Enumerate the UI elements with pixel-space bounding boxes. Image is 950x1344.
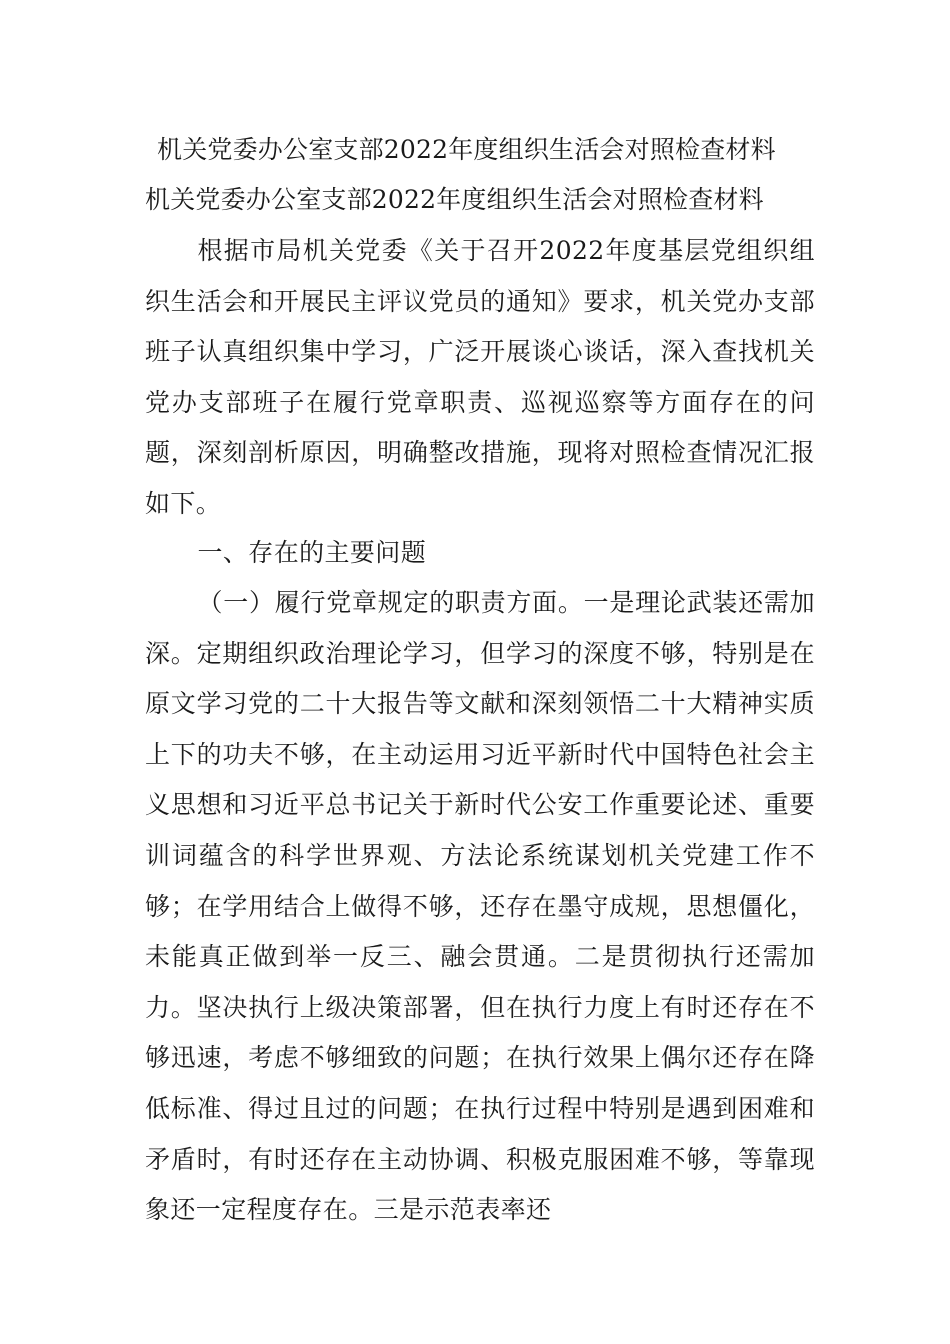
section-heading: 一、存在的主要问题 [197, 538, 427, 567]
document-title-line-2: 机关党委办公室支部2022年度组织生活会对照检查材料 [145, 185, 764, 214]
intro-paragraph: 根据市局机关党委《关于召开2022年度基层党组织组织生活会和开展民主评议党员的通知》要求，机关党办支部班子认真组织集中学习，广泛开展谈心谈话，深入查找机关党办支部班子在履行党章职责、巡视巡察等方面存在的问题，深刻剖析原因，明确整改措施，现将对照检查情况汇报如下。 [145, 236, 815, 518]
document-title-line-1: 机关党委办公室支部2022年度组织生活会对照检查材料 [157, 135, 776, 164]
section-body-paragraph: （一）履行党章规定的职责方面。一是理论武装还需加深。定期组织政治理论学习，但学习的深度不够，特别是在原文学习党的二十大报告等文献和深刻领悟二十大精神实质上下的功夫不够，在主动运用习近平新时代中国特色社会主义思想和习近平总书记关于新时代公安工作重要论述、重要训词蕴含的科学世界观、方法论系统谋划机关党建工作不够；在学用结合上做得不够，还存在墨守成规，思想僵化，未能真正做到举一反三、融会贯通。二是贯彻执行还需加力。坚决执行上级决策部署，但在执行力度上有时还存在不够迅速，考虑不够细致的问题；在执行效果上偶尔还存在降低标准、得过且过的问题；在执行过程中特别是遇到困难和矛盾时，有时还存在主动协调、积极克服困难不够，等靠现象还一定程度存在。三是示范表率还 [145, 588, 815, 1225]
